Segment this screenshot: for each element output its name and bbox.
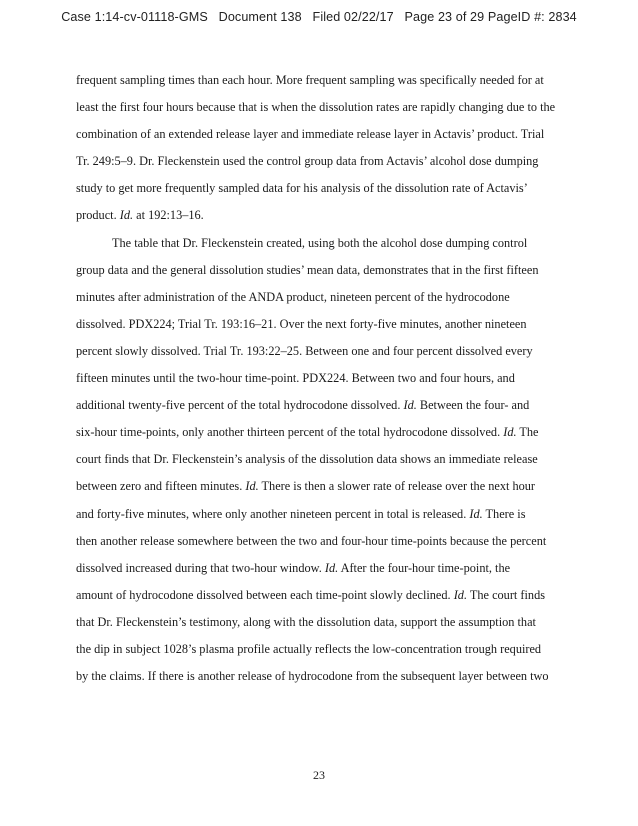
text-line: The table that Dr. Fleckenstein created, using both the alcohol dose dumping control — [112, 235, 528, 250]
text-line: frequent sampling times than each hour. More frequent sampling was specifically needed for at — [76, 73, 544, 87]
text-run: dissolved increased during that two-hour window. — [76, 560, 325, 575]
text-line: minutes after administration of the ANDA product, nineteen percent of the hydrocodone — [76, 289, 510, 304]
text-run: The — [516, 425, 539, 440]
text-run: product. — [76, 208, 120, 223]
text-run: There is then a slower rate of release over the next hour — [258, 479, 536, 494]
paragraph-fleckenstein-table — [76, 234, 576, 695]
text-line: group data and the general dissolution studies’ mean data, demonstrates that in the first fifteen — [76, 262, 539, 277]
text-line — [76, 477, 576, 504]
text-run: additional twenty-five percent of the total hydrocodone dissolved. — [76, 398, 404, 413]
text-run: amount of hydrocodone dissolved between each time-point slowly declined. — [76, 587, 454, 602]
text-line: dissolved. PDX224; Trial Tr. 193:16–21. Over the next forty-five minutes, another nineteen — [76, 316, 527, 331]
id-citation: Id. — [403, 398, 417, 413]
text-line — [76, 505, 576, 532]
text-line: study to get more frequently sampled data for his analysis of the dissolution rate of Actavis’ — [76, 181, 528, 196]
id-citation: Id. — [469, 506, 483, 521]
id-citation: Id. — [119, 208, 134, 223]
text-line: fifteen minutes until the two-hour time-point. PDX224. Between two and four hours, and — [76, 371, 515, 386]
text-line: that Dr. Fleckenstein’s testimony, along with the dissolution data, support the assumption that — [76, 614, 536, 629]
paragraph-continued — [76, 71, 576, 234]
id-citation: Id. — [453, 587, 468, 602]
text-line: then another release somewhere between the two and four-hour time-points because the percent — [76, 533, 547, 548]
text-line — [76, 423, 576, 450]
text-run: six-hour time-points, only another thirteen percent of the total hydrocodone dissolved. — [76, 425, 504, 440]
id-citation: Id. — [245, 479, 259, 494]
text-run: between zero and fifteen minutes. — [76, 479, 246, 494]
text-run: There is — [482, 506, 526, 521]
text-run: and forty-five minutes, where only another nineteen percent in total is released. — [76, 506, 470, 521]
text-line — [76, 586, 576, 613]
text-line — [76, 396, 576, 423]
text-run: Between the four- and — [416, 398, 530, 413]
text-line — [76, 206, 576, 233]
text-line: percent slowly dissolved. Trial Tr. 193:22–25. Between one and four percent dissolved every — [76, 343, 533, 358]
opinion-body — [76, 71, 576, 694]
text-line: by the claims. If there is another release of hydrocodone from the subsequent layer between two — [76, 669, 549, 684]
id-citation: Id. — [503, 425, 517, 440]
text-line: least the first four hours because that is when the dissolution rates are rapidly changing due to the — [76, 100, 556, 115]
text-line: the dip in subject 1028’s plasma profile actually reflects the low-concentration trough required — [76, 641, 542, 656]
text-run: After the four-hour time-point, the — [338, 560, 511, 575]
page-number: 23 — [313, 768, 325, 782]
text-run: at 192:13–16. — [133, 208, 204, 223]
text-run: The court finds — [467, 587, 546, 602]
text-line: combination of an extended release layer and immediate release layer in Actavis’ product. Trial — [76, 127, 545, 142]
text-line: court finds that Dr. Fleckenstein’s analysis of the dissolution data shows an immediate release — [76, 452, 538, 467]
text-line — [76, 559, 576, 586]
text-line: Tr. 249:5–9. Dr. Fleckenstein used the control group data from Actavis’ alcohol dose dumping — [76, 154, 539, 169]
case-header: Case 1:14-cv-01118-GMS Document 138 Filed 02/22/17 Page 23 of 29 PageID #: 2834 — [61, 10, 577, 24]
id-citation: Id. — [324, 560, 339, 575]
